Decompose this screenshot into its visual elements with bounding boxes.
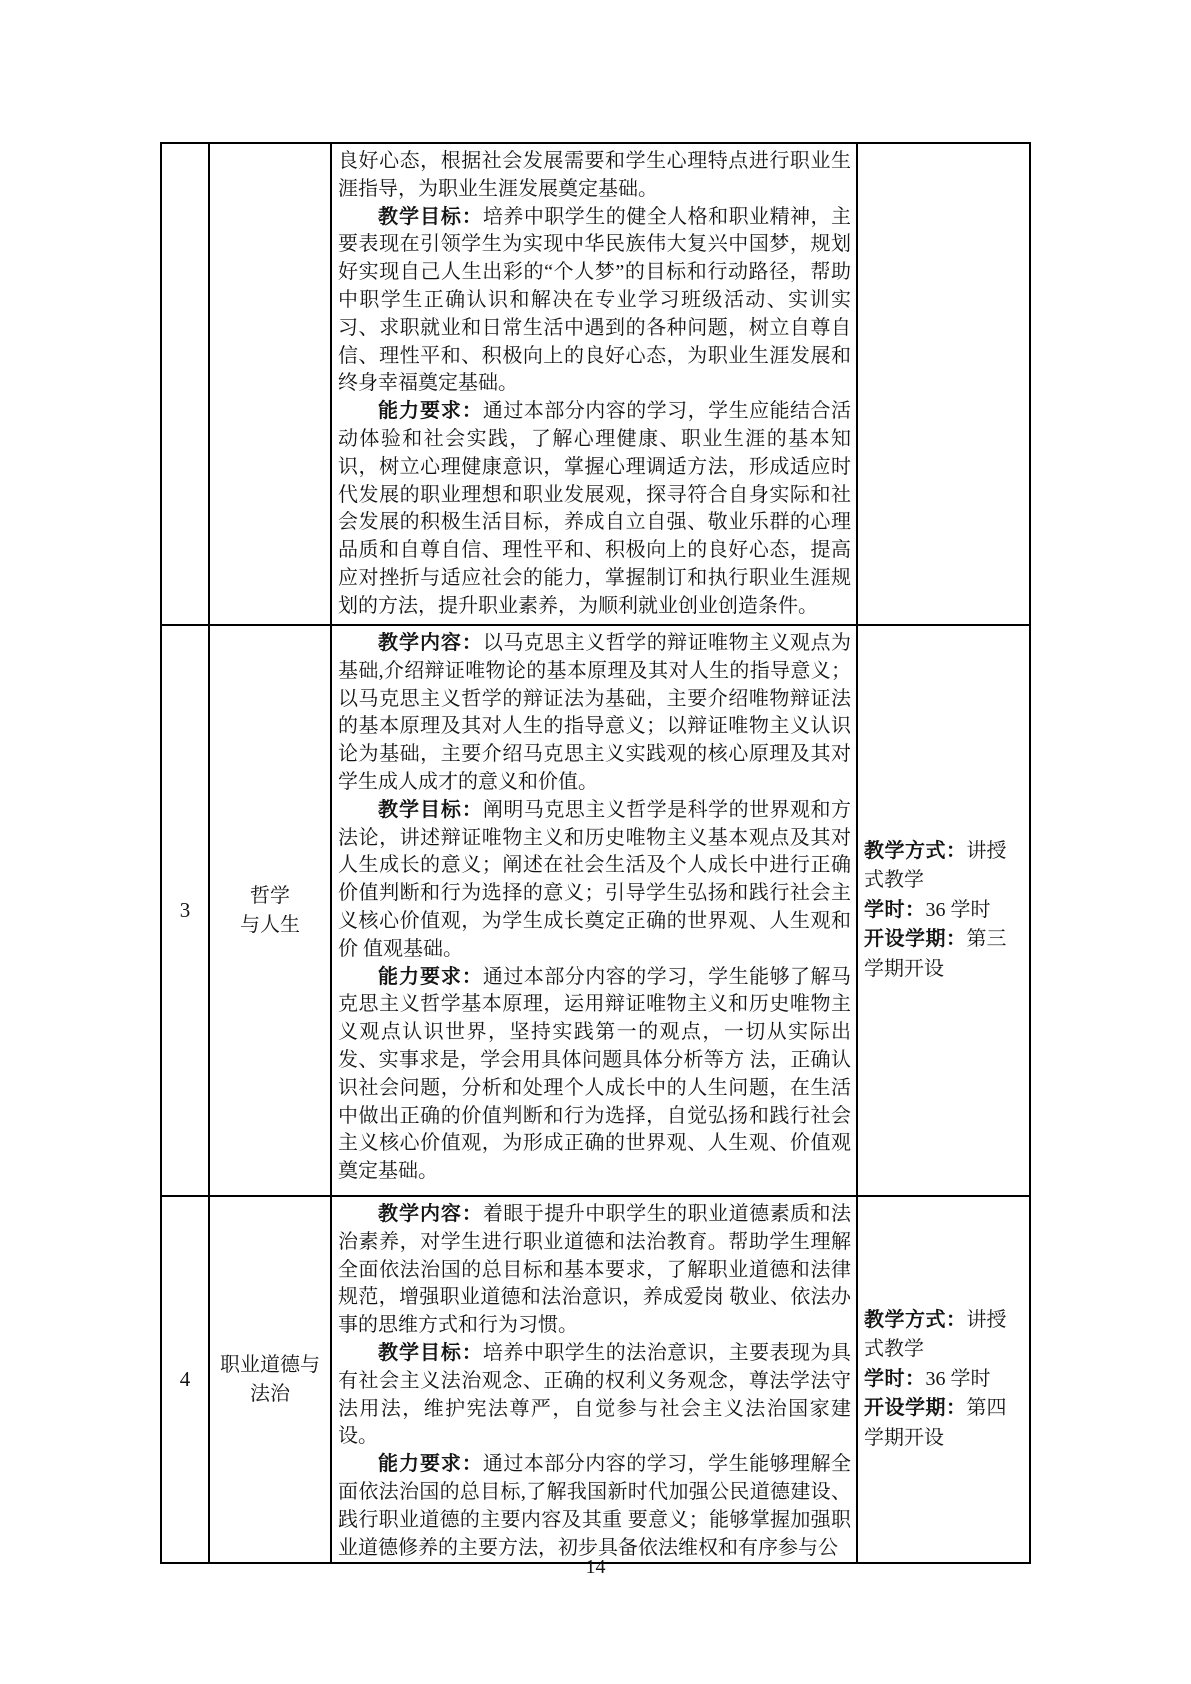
paragraph-objective (338, 1340, 851, 1451)
course-description-cell (331, 143, 857, 625)
paragraph-label: 能力要求： (378, 400, 483, 423)
course-name-line1: 哲学 (250, 884, 290, 907)
course-name-line2: 与人生 (240, 913, 300, 936)
page-number: 14 (585, 1556, 606, 1578)
paragraph-label: 能力要求： (378, 1453, 483, 1476)
course-name-cell (209, 625, 331, 1196)
teaching-info-cell (857, 1196, 1030, 1563)
paragraph-ability (338, 398, 851, 620)
course-name-cell (209, 143, 331, 625)
teaching-info-cell (857, 143, 1030, 625)
paragraph-label: 教学内容： (378, 1203, 483, 1225)
paragraph-ability (338, 1451, 851, 1562)
paragraph-text: 通过本部分内容的学习，学生能够理解全面依法治国的总目标,了解我国新时代加强公民道德建设、践行职业道德的主要内容及其重 要意义；能够掌握加强职业道德修养的主要方法，初步具备依法维权和有序参与公 (338, 1453, 852, 1559)
class-hours-label: 学时： (864, 898, 926, 921)
teaching-method (864, 1306, 1025, 1365)
course-name-cell (209, 1196, 331, 1563)
class-hours (864, 1365, 1025, 1395)
class-hours-value: 36 学时 (925, 1367, 991, 1390)
paragraph-continuation (338, 148, 851, 204)
paragraph-text: 通过本部分内容的学习，学生应能结合活动体验和社会实践，了解心理健康、职业生涯的基本知识，树立心理健康意识，掌握心理调适方法，形成适应时代发展的职业理想和职业发展观，探寻符合自身实际和社会发展的积极生活目标，养成自立自强、敬业乐群的心理品质和自尊自信、理性平和、积极向上的良好心态，提高应对挫折与适应社会的能力，掌握制订和执行职业生涯规划的方法，提升职业素养，为顺利就业创业创造条件。 (338, 400, 852, 617)
paragraph-text: 阐明马克思主义哲学是科学的世界观和方法论，讲述辩证唯物主义和历史唯物主义基本观点及其对人生成长的意义；阐述在社会生活及个人成长中进行正确价值判断和行为选择的意义；引导学生弘扬和践行社会主义核心价值观，为学生成长奠定正确的世界观、人生观和价 值观基础。 (338, 798, 852, 960)
course-description-cell (331, 625, 857, 1196)
paragraph-content (338, 1201, 851, 1340)
paragraph-label: 教学目标： (378, 798, 483, 821)
paragraph-text: 着眼于提升中职学生的职业道德素质和法治素养，对学生进行职业道德和法治教育。帮助学生理解全面依法治国的总目标和基本要求，了解职业道德和法律规范，增强职业道德和法治意识，养成爱岗 敬业、依法办事的思维方式和行为习惯。 (338, 1203, 852, 1337)
paragraph-objective (338, 797, 851, 964)
paragraph-label: 教学内容： (378, 632, 483, 654)
semester-value: 第三学期开设 (864, 928, 1007, 980)
class-hours-value: 36 学时 (925, 898, 991, 921)
table-row-continuation (161, 143, 1030, 625)
paragraph-label: 教学目标： (378, 1341, 483, 1364)
course-table (160, 142, 1031, 1564)
course-description-cell (331, 1196, 857, 1563)
paragraph-text: 培养中职学生的法治意识，主要表现为具有社会主义法治观念、正确的权利义务观念，尊法学法守法用法，维护宪法尊严，自觉参与社会主义法治国家建设。 (338, 1341, 852, 1448)
table-row-ethics-law (161, 1196, 1030, 1563)
teaching-method-label: 教学方式： (864, 1308, 967, 1331)
teaching-method (864, 837, 1025, 896)
paragraph-objective (338, 204, 851, 399)
paragraph-text: 培养中职学生的健全人格和职业精神，主要表现在引领学生为实现中华民族伟大复兴中国梦，规划好实现自己人生出彩的“个人梦”的目标和行动路径，帮助中职学生正确认识和解决在专业学习班级活动、实训实习、求职就业和日常生活中遇到的各种问题，树立自尊自信、理性平和、积极向上的良好心态，为职业生涯发展和终身幸福奠定基础。 (338, 205, 852, 395)
course-name-line1: 职业道德与 (220, 1353, 320, 1376)
paragraph-ability (338, 964, 851, 1186)
course-name-line2: 法治 (250, 1382, 290, 1405)
paragraph-text: 通过本部分内容的学习，学生能够了解马克思主义哲学基本原理，运用辩证唯物主义和历史唯物主义观点认识世界，坚持实践第一的观点，一切从实际出发、实事求是，学会用具体问题具体分析等方 法，正确认识社会问题，分析和处理个人成长中的人生问题，在生活 中做出正确的价值判断和行为选择，自觉弘扬和践行社会主义核心价值观，为形成正确的世界观、人生观、价值观奠定基础。 (338, 965, 852, 1183)
row-index-cell (161, 143, 209, 625)
teaching-method-label: 教学方式： (864, 839, 967, 862)
table-row-philosophy (161, 625, 1030, 1196)
paragraph-text: 以马克思主义哲学的辩证唯物主义观点为基础,介绍辩证唯物论的基本原理及其对人生的指导意义；以马克思主义哲学的辩证法为基础，主要介绍唯物辩证法的基本原理及其对人生的指导意义；以辩证唯物主义认识论为基础，主要介绍马克思主义实践观的核心原理及其对学生成人成才的意义和价值。 (338, 632, 852, 793)
row-index: 4 (179, 1367, 191, 1392)
row-index-cell (161, 625, 209, 1196)
paragraph-text: 良好心态，根据社会发展需要和学生心理特点进行职业生涯指导，为职业生涯发展奠定基础。 (338, 150, 851, 200)
paragraph-label: 教学目标： (378, 205, 483, 228)
teaching-method-value: 讲授式教学 (864, 1308, 1007, 1361)
class-hours-label: 学时： (864, 1367, 926, 1390)
teaching-method-value: 讲授式教学 (864, 839, 1007, 892)
semester (864, 925, 1025, 984)
semester-label: 开设学期： (864, 1397, 967, 1420)
semester (864, 1394, 1025, 1453)
row-index-cell (161, 1196, 209, 1563)
teaching-info-cell (857, 625, 1030, 1196)
class-hours (864, 896, 1025, 926)
paragraph-content (338, 630, 851, 797)
paragraph-label: 能力要求： (378, 965, 483, 988)
semester-value: 第四学期开设 (864, 1397, 1007, 1449)
row-index: 3 (179, 898, 191, 922)
semester-label: 开设学期： (864, 928, 967, 951)
